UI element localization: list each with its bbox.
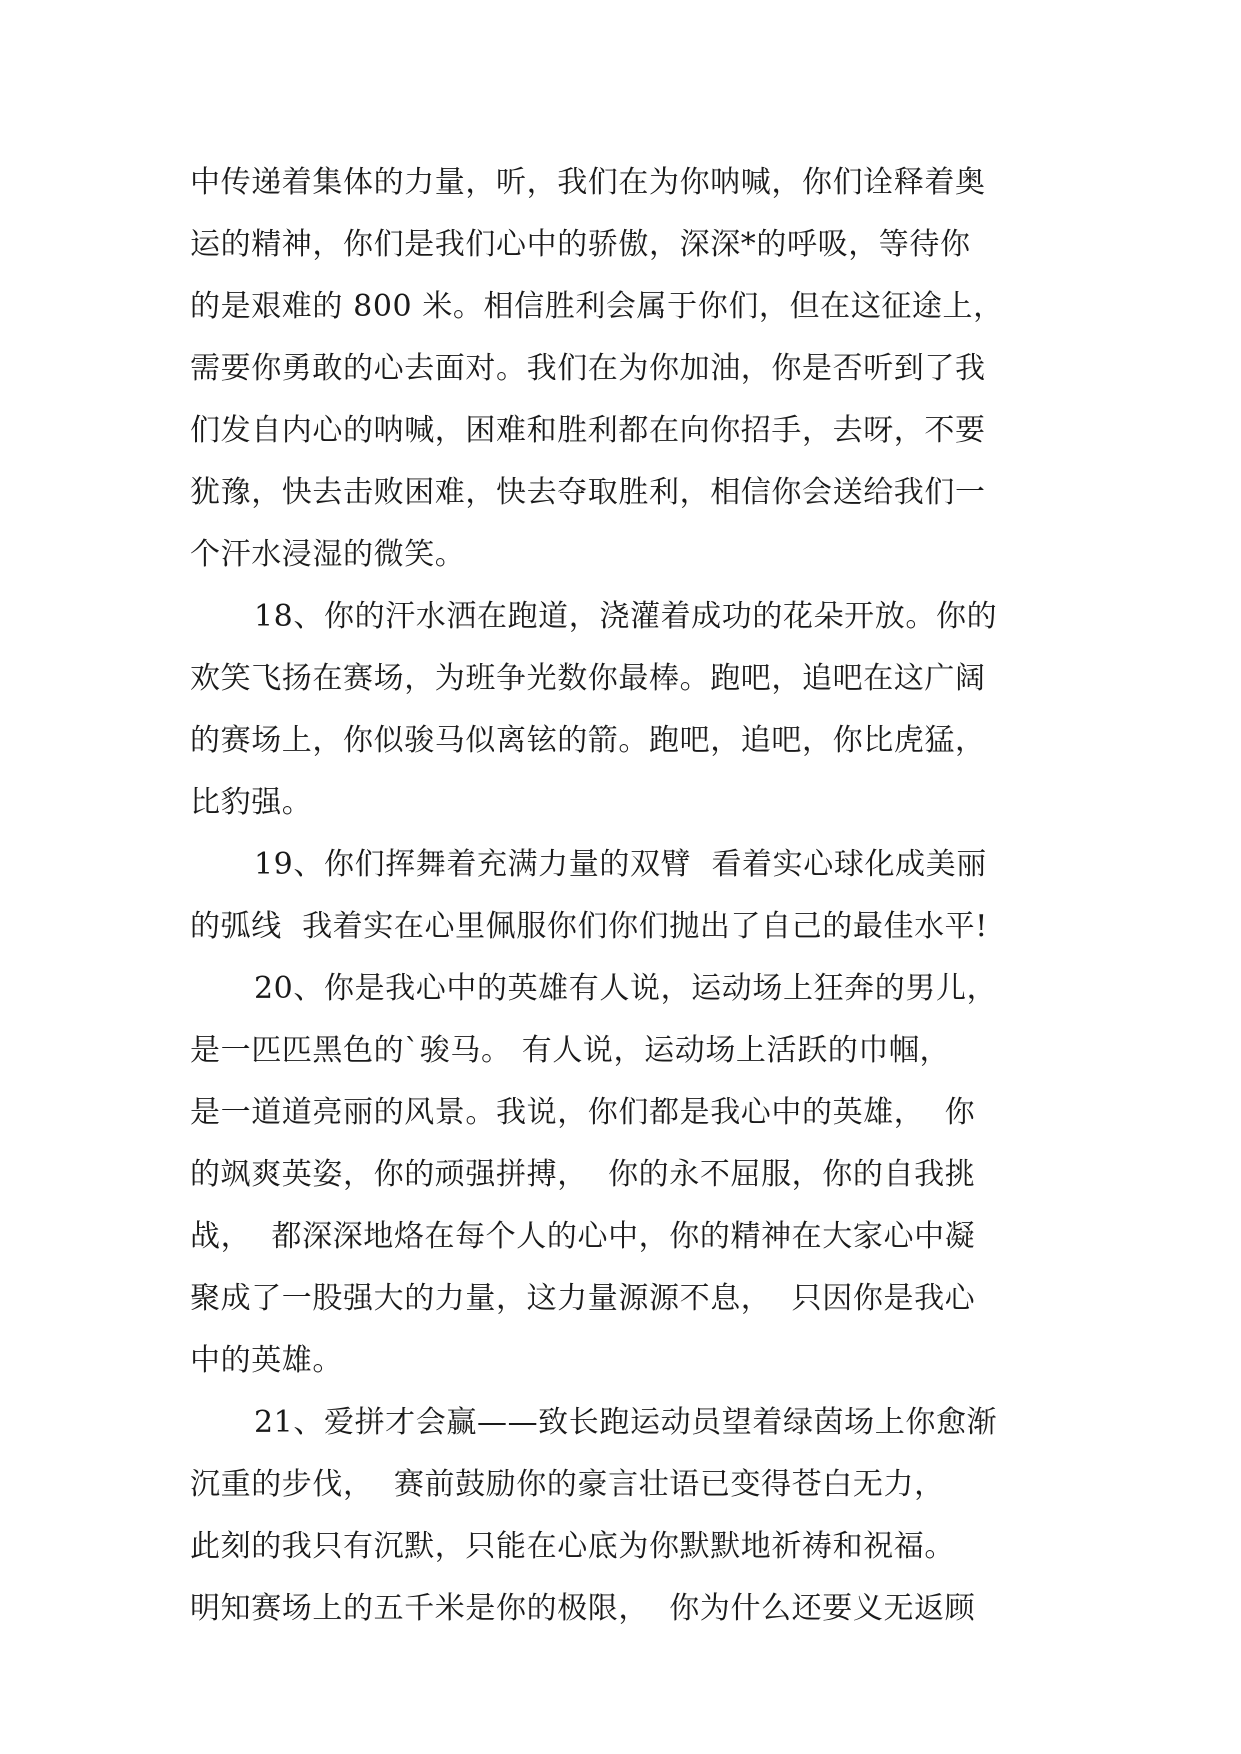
text-line: 们发自内心的呐喊，困难和胜利都在向你招手，去呀，不要 bbox=[190, 413, 986, 448]
text-line: 是一匹匹黑色的`骏马。 有人说，运动场上活跃的巾帼， bbox=[190, 1033, 951, 1068]
text-line: 犹豫，快去击败困难，快去夺取胜利，相信你会送给我们一 bbox=[190, 475, 986, 510]
text-line: 中传递着集体的力量，听，我们在为你呐喊，你们诠释着奥 bbox=[190, 165, 986, 200]
paragraph-first-line: 20、你是我心中的英雄有人说，运动场上狂奔的男儿， bbox=[254, 971, 998, 1006]
text-line: 是一道道亮丽的风景。我说，你们都是我心中的英雄， 你 bbox=[190, 1095, 976, 1130]
text-line: 的赛场上，你似骏马似离铉的箭。跑吧，追吧，你比虎猛， bbox=[190, 723, 986, 758]
text-line: 沉重的步伐， 赛前鼓励你的豪言壮语已变得苍白无力， bbox=[190, 1467, 945, 1502]
text-line: 个汗水浸湿的微笑。 bbox=[190, 537, 466, 572]
text-line: 中的英雄。 bbox=[190, 1343, 343, 1378]
paragraph-first-line: 21、爱拼才会赢——致长跑运动员望着绿茵场上你愈渐 bbox=[254, 1405, 998, 1440]
document-body bbox=[190, 152, 1070, 1640]
paragraph-first-line: 18、你的汗水洒在跑道，浇灌着成功的花朵开放。你的 bbox=[254, 599, 998, 634]
text-line: 运的精神，你们是我们心中的骄傲，深深*的呼吸，等待你 bbox=[190, 227, 971, 262]
text-line: 欢笑飞扬在赛场，为班争光数你最棒。跑吧，追吧在这广阔 bbox=[190, 661, 986, 696]
text-line: 战， 都深深地烙在每个人的心中，你的精神在大家心中凝 bbox=[190, 1219, 976, 1254]
text-line: 此刻的我只有沉默，只能在心底为你默默地祈祷和祝福。 bbox=[190, 1529, 955, 1564]
text-line: 聚成了一股强大的力量，这力量源源不息， 只因你是我心 bbox=[190, 1281, 976, 1316]
text-line: 的飒爽英姿，你的顽强拼搏， 你的永不屈服，你的自我挑 bbox=[190, 1157, 976, 1192]
text-line: 需要你勇敢的心去面对。我们在为你加油，你是否听到了我 bbox=[190, 351, 986, 386]
text-line: 明知赛场上的五千米是你的极限， 你为什么还要义无返顾 bbox=[190, 1591, 976, 1626]
text-line: 的是艰难的 800 米。相信胜利会属于你们，但在这征途上， bbox=[190, 289, 1004, 324]
text-line: 比豹强。 bbox=[190, 785, 313, 820]
paragraph-first-line: 19、你们挥舞着充满力量的双臂 看着实心球化成美丽 bbox=[254, 847, 987, 882]
text-line: 的弧线 我着实在心里佩服你们你们抛出了自己的最佳水平! bbox=[190, 909, 988, 944]
